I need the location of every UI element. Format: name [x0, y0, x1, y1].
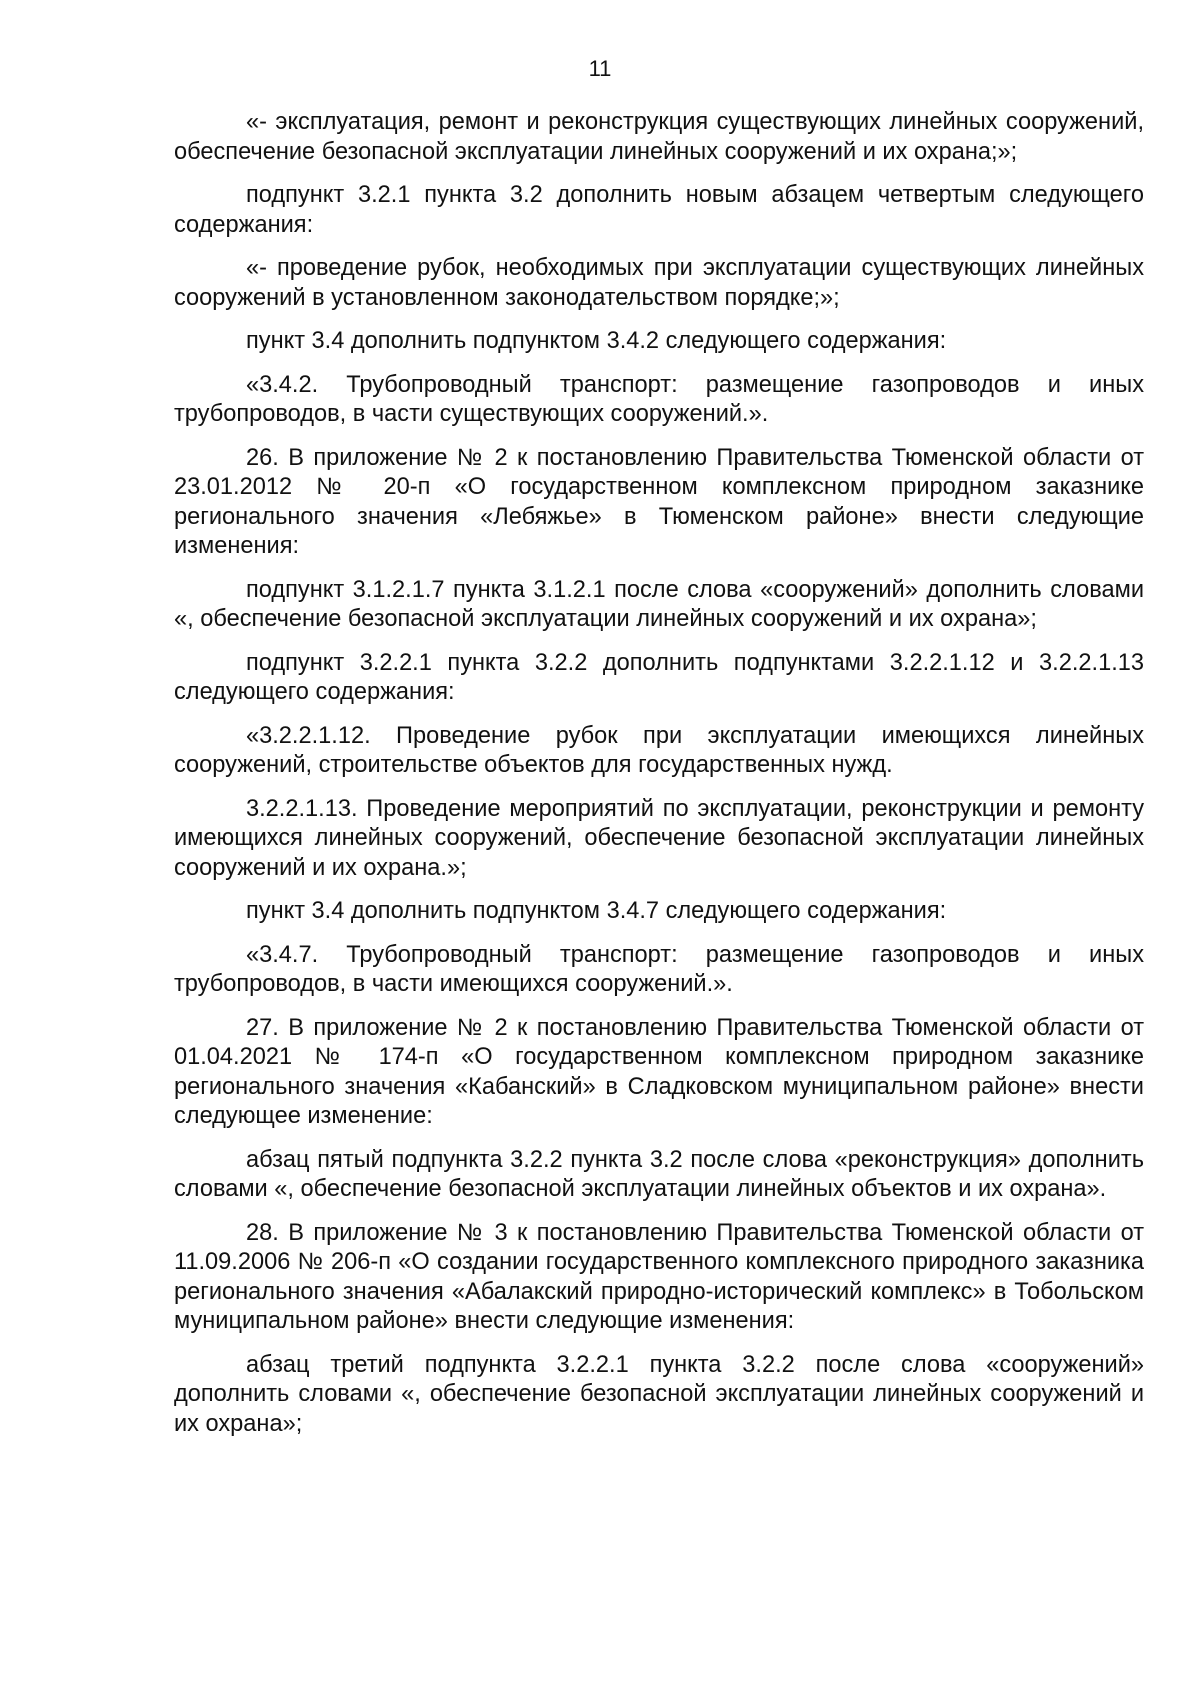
paragraph: 28. В приложение № 3 к постановлению Правительства Тюменской области от 11.09.2006 № 206-п «О создании государственного комплексного природного заказника регионального значения «Абалакский природно-исторический комплекс» в Тобольском муниципальном районе» внести следующие изменения:: [174, 1219, 1144, 1334]
paragraph: «3.4.7. Трубопроводный транспорт: размещение газопроводов и иных трубопроводов, в части имеющихся сооружений.».: [174, 941, 1144, 997]
paragraph: «3.2.2.1.12. Проведение рубок при эксплуатации имеющихся линейных сооружений, строительстве объектов для государственных нужд.: [174, 722, 1144, 778]
paragraph: подпункт 3.1.2.1.7 пункта 3.1.2.1 после слова «сооружений» дополнить словами «, обеспечение безопасной эксплуатации линейных сооружений и их охрана»;: [174, 576, 1144, 632]
paragraph: абзац пятый подпункта 3.2.2 пункта 3.2 после слова «реконструкция» дополнить словами «, обеспечение безопасной эксплуатации линейных объектов и их охрана».: [174, 1146, 1144, 1202]
page-number: 11: [588, 56, 612, 81]
paragraph: 27. В приложение № 2 к постановлению Правительства Тюменской области от 01.04.2021 № 174-п «О государственном комплексном природном заказнике регионального значения «Кабанский» в Сладковском муниципальном районе» внести следующее изменение:: [174, 1014, 1144, 1129]
paragraph: «- проведение рубок, необходимых при эксплуатации существующих линейных сооружений в установленном законодательством порядке;»;: [174, 255, 1144, 311]
paragraph: «- эксплуатация, ремонт и реконструкция существующих линейных сооружений, обеспечение безопасной эксплуатации линейных сооружений и их охрана;»;: [174, 109, 1144, 165]
paragraph: пункт 3.4 дополнить подпунктом 3.4.7 следующего содержания:: [246, 898, 947, 924]
paragraph: подпункт 3.2.1 пункта 3.2 дополнить новым абзацем четвертым следующего содержания:: [174, 182, 1144, 238]
paragraph: 3.2.2.1.13. Проведение мероприятий по эксплуатации, реконструкции и ремонту имеющихся линейных сооружений, обеспечение безопасной эксплуатации линейных сооружений и их охрана.»;: [174, 795, 1144, 881]
paragraph: подпункт 3.2.2.1 пункта 3.2.2 дополнить подпунктами 3.2.2.1.12 и 3.2.2.1.13 следующего содержания:: [174, 649, 1144, 705]
paragraph: абзац третий подпункта 3.2.2.1 пункта 3.2.2 после слова «сооружений» дополнить словами «, обеспечение безопасной эксплуатации линейных сооружений и их охрана»;: [174, 1351, 1144, 1437]
paragraph: «3.4.2. Трубопроводный транспорт: размещение газопроводов и иных трубопроводов, в части существующих сооружений.».: [174, 371, 1144, 427]
document-body: [174, 108, 1144, 1453]
paragraph: пункт 3.4 дополнить подпунктом 3.4.2 следующего содержания:: [246, 328, 947, 354]
paragraph: 26. В приложение № 2 к постановлению Правительства Тюменской области от 23.01.2012 № 20-п «О государственном комплексном природном заказнике регионального значения «Лебяжье» в Тюменском районе» внести следующие изменения:: [174, 444, 1144, 559]
